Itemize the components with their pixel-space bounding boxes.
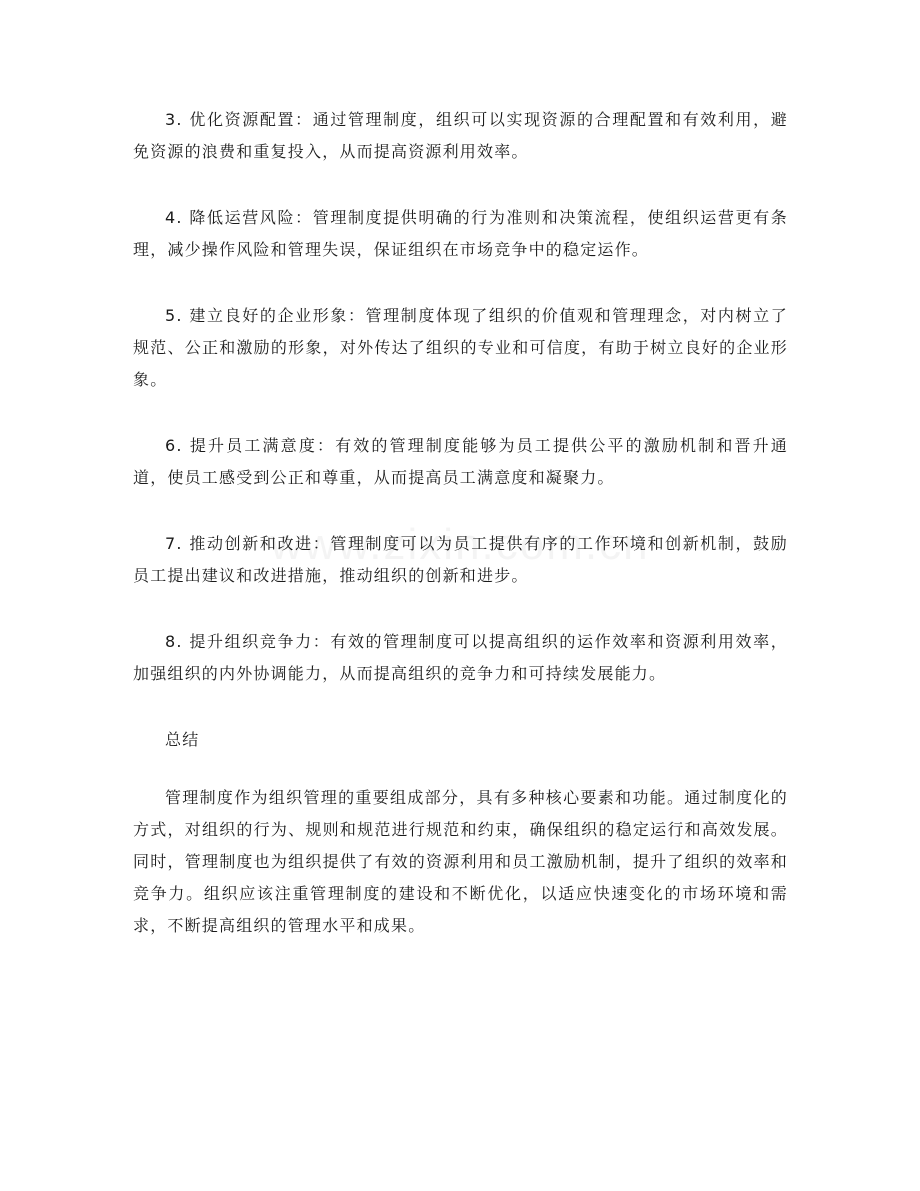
paragraph-innovation: 7. 推动创新和改进：管理制度可以为员工提供有序的工作环境和创新机制，鼓励员工提出建议和改进措施，推动组织的创新和进步。 — [133, 534, 788, 585]
document-body — [133, 104, 788, 976]
summary-paragraph: 管理制度作为组织管理的重要组成部分，具有多种核心要素和功能。通过制度化的方式，对组织的行为、规则和规范进行规范和约束，确保组织的稳定运行和高效发展。同时，管理制度也为组织提供了有效的资源利用和员工激励机制，提升了组织的效率和竞争力。组织应该注重管理制度的建设和不断优化，以适应快速变化的市场环境和需求，不断提高组织的管理水平和成果。 — [133, 788, 788, 935]
paragraph-optimize-resources: 3. 优化资源配置：通过管理制度，组织可以实现资源的合理配置和有效利用，避免资源的浪费和重复投入，从而提高资源利用效率。 — [133, 110, 788, 161]
paragraph-competitiveness: 8. 提升组织竞争力：有效的管理制度可以提高组织的运作效率和资源利用效率，加强组织的内外协调能力，从而提高组织的竞争力和可持续发展能力。 — [133, 632, 788, 683]
paragraph-employee-satisfaction: 6. 提升员工满意度：有效的管理制度能够为员工提供公平的激励机制和晋升通道，使员工感受到公正和尊重，从而提高员工满意度和凝聚力。 — [133, 436, 788, 487]
paragraph-corporate-image: 5. 建立良好的企业形象：管理制度体现了组织的价值观和管理理念，对内树立了规范、公正和激励的形象，对外传达了组织的专业和可信度，有助于树立良好的企业形象。 — [133, 306, 788, 389]
summary-heading: 总结 — [165, 730, 200, 749]
paragraph-reduce-risk: 4. 降低运营风险：管理制度提供明确的行为准则和决策流程，使组织运营更有条理，减少操作风险和管理失误，保证组织在市场竞争中的稳定运作。 — [133, 208, 788, 259]
